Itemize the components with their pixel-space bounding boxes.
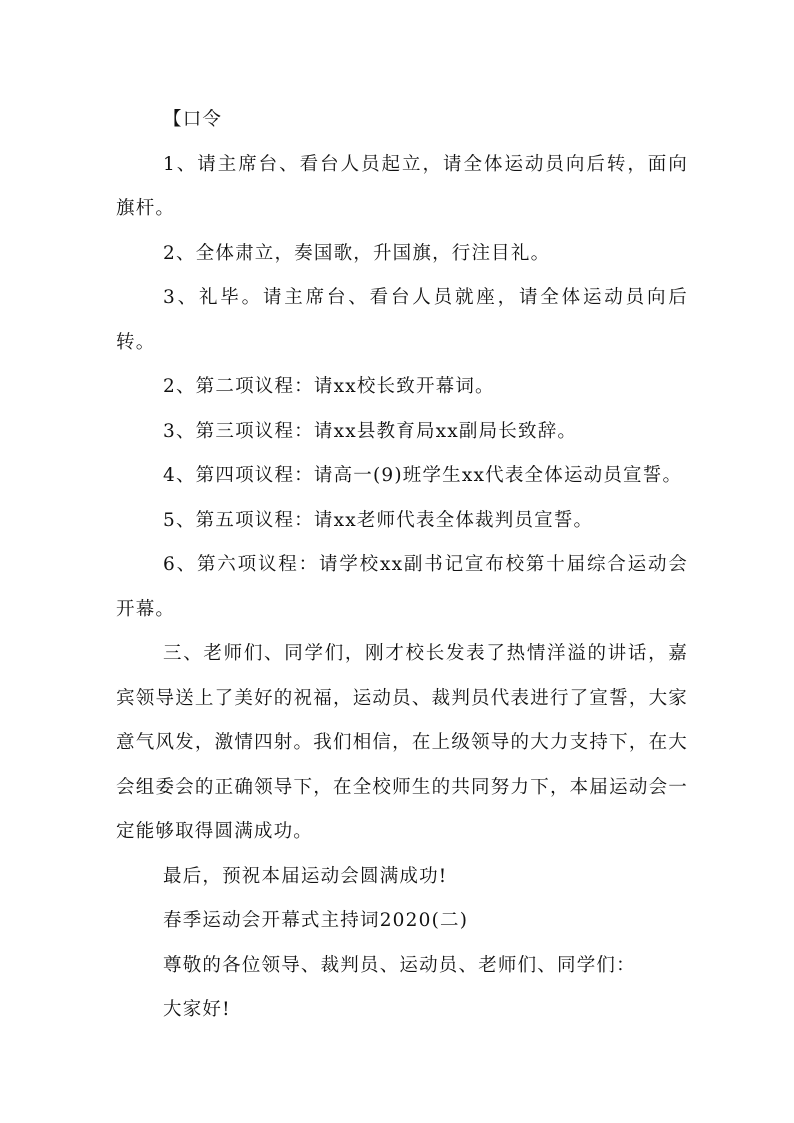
paragraph-closing-wish: 最后，预祝本届运动会圆满成功! [163,865,448,887]
paragraph-command-2: 2、全体肃立，奏国歌，升国旗，行注目礼。 [163,242,551,264]
document-body [116,98,688,1033]
paragraph-agenda-6: 6、第六项议程：请学校xx副书记宣布校第十届综合运动会开幕。 [116,554,688,620]
paragraph-command-3: 3、礼毕。请主席台、看台人员就座，请全体运动员向后转。 [116,287,688,353]
paragraph-agenda-3: 3、第三项议程：请xx县教育局xx副局长致辞。 [163,420,578,442]
paragraph-command-1: 1、请主席台、看台人员起立，请全体运动员向后转，面向旗杆。 [116,153,688,219]
paragraph-title-part-two: 春季运动会开幕式主持词2020(二) [163,910,469,931]
heading-command: 【口令 [163,109,223,130]
paragraph-agenda-4: 4、第四项议程：请高一(9)班学生xx代表全体运动员宣誓。 [163,465,683,486]
paragraph-section-three: 三、老师们、同学们，刚才校长发表了热情洋溢的讲话，嘉宾领导送上了美好的祝福，运动员、裁判员代表进行了宣誓，大家意气风发，激情四射。我们相信，在上级领导的大力支持下，在大会组委会的正确领导下，在全校师生的共同努力下，本届运动会一定能够取得圆满成功。 [116,643,688,842]
paragraph-agenda-5: 5、第五项议程：请xx老师代表全体裁判员宣誓。 [163,509,594,531]
paragraph-greeting: 大家好! [163,999,231,1020]
paragraph-agenda-2: 2、第二项议程：请xx校长致开幕词。 [163,376,495,397]
paragraph-salutation: 尊敬的各位领导、裁判员、运动员、老师们、同学们： [163,954,636,976]
